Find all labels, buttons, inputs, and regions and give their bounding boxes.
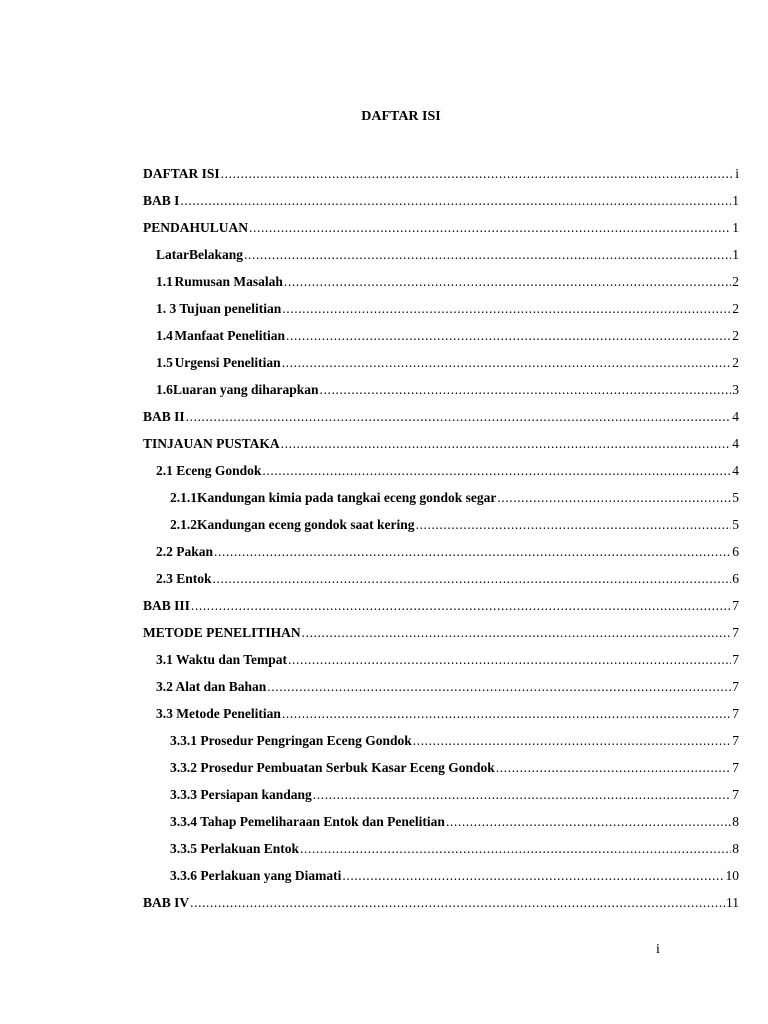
- dot-leader: [213, 565, 732, 592]
- dot-leader: [288, 646, 731, 673]
- toc-entry[interactable]: [143, 889, 739, 916]
- toc-entry[interactable]: [143, 430, 739, 457]
- toc-entry-page: 11: [726, 895, 739, 910]
- dot-leader: [214, 538, 731, 565]
- toc-entry-title: TINJAUAN PUSTAKA: [143, 436, 280, 451]
- toc-entry-title: 3.3.3 Persiapan kandang: [170, 787, 312, 802]
- toc-entry-page: 5: [732, 517, 739, 532]
- page-title: DAFTAR ISI: [361, 109, 441, 124]
- toc-entry-number: 2.1.2: [170, 517, 197, 532]
- toc-entry-number: 2.1.1: [170, 490, 197, 505]
- toc-entry[interactable]: [143, 484, 739, 511]
- dot-leader: [497, 484, 731, 511]
- toc-entry-page: 6: [732, 571, 739, 586]
- dot-leader: [281, 430, 732, 457]
- toc-entry-page: 4: [732, 463, 739, 478]
- toc-entry-title: 3.2 Alat dan Bahan: [156, 679, 267, 694]
- dot-leader: [320, 376, 732, 403]
- toc-entry-page: 7: [732, 652, 739, 667]
- toc-entry-title: 2.3 Entok: [156, 571, 212, 586]
- toc-entry-title: Rumusan Masalah: [174, 274, 283, 289]
- toc-entry-page: 3: [732, 382, 739, 397]
- toc-entry-title: Kandungan eceng gondok saat kering: [197, 517, 415, 532]
- toc-entry-title: BAB IV: [143, 895, 190, 910]
- dot-leader: [282, 295, 731, 322]
- toc-entry-page: i: [735, 166, 739, 181]
- toc-entry[interactable]: [143, 835, 739, 862]
- toc-entry[interactable]: [143, 457, 739, 484]
- toc-entry-title: Manfaat Penelitian: [174, 328, 285, 343]
- dot-leader: [282, 349, 732, 376]
- toc-entry[interactable]: [143, 403, 739, 430]
- toc-entry-page: 7: [732, 787, 739, 802]
- dot-leader: [300, 835, 731, 862]
- toc-entry-page: 7: [732, 679, 739, 694]
- toc-entry-title: 3.1 Waktu dan Tempat: [156, 652, 288, 667]
- toc-entry[interactable]: [143, 727, 739, 754]
- toc-entry-title: BAB I: [143, 193, 180, 208]
- toc-entry-title: Kandungan kimia pada tangkai eceng gondok segar: [197, 490, 497, 505]
- dot-leader: [186, 403, 732, 430]
- toc-entry-number: 1.4: [156, 328, 173, 343]
- toc-entry[interactable]: [143, 538, 739, 565]
- toc-entry-number: 1.1: [156, 274, 173, 289]
- dot-leader: [221, 160, 735, 187]
- dot-leader: [267, 673, 731, 700]
- toc-entry-title: 2.1 Eceng Gondok: [156, 463, 262, 478]
- toc-entry-title: LatarBelakang: [156, 247, 244, 262]
- toc-entry[interactable]: [143, 646, 739, 673]
- toc-entry-page: 7: [732, 706, 739, 721]
- toc-entry-page: 2: [732, 328, 739, 343]
- toc-entry-title: 3.3.4 Tahap Pemeliharaan Entok dan Penelitian: [170, 814, 445, 829]
- dot-leader: [413, 727, 731, 754]
- toc-entry-title: Tujuan penelitian: [176, 301, 282, 316]
- toc-entry[interactable]: [143, 511, 739, 538]
- toc-entry-title: 3.3 Metode Penelitian: [156, 706, 281, 721]
- toc-entry-page: 8: [732, 841, 739, 856]
- toc-entry-page: 2: [732, 274, 739, 289]
- toc-entry-title: 3.3.2 Prosedur Pembuatan Serbuk Kasar Eceng Gondok: [170, 760, 495, 775]
- toc-entry-number: 1. 3: [156, 301, 177, 316]
- toc-entry-page: 4: [732, 409, 739, 424]
- toc-entry[interactable]: [143, 700, 739, 727]
- table-of-contents: [143, 160, 739, 916]
- toc-entry-title: Urgensi Penelitian: [174, 355, 281, 370]
- dot-leader: [302, 619, 732, 646]
- toc-entry[interactable]: [143, 214, 739, 241]
- toc-entry[interactable]: [143, 160, 739, 187]
- toc-entry-title: 3.3.1 Prosedur Pengringan Eceng Gondok: [170, 733, 412, 748]
- page-number: i: [656, 942, 660, 957]
- toc-entry-page: 5: [732, 490, 739, 505]
- toc-entry-page: 10: [725, 868, 739, 883]
- toc-entry-number: 1.5: [156, 355, 173, 370]
- dot-leader: [286, 322, 731, 349]
- toc-entry-page: 2: [732, 301, 739, 316]
- toc-entry-page: 7: [732, 760, 739, 775]
- dot-leader: [446, 808, 731, 835]
- toc-entry-page: 8: [732, 814, 739, 829]
- toc-entry-title: 2.2 Pakan: [156, 544, 214, 559]
- toc-entry[interactable]: [143, 376, 739, 403]
- toc-entry[interactable]: [143, 322, 739, 349]
- toc-entry[interactable]: [143, 781, 739, 808]
- toc-entry-page: 1: [732, 193, 739, 208]
- dot-leader: [496, 754, 731, 781]
- toc-entry-title: 3.3.5 Perlakuan Entok: [170, 841, 300, 856]
- toc-entry-page: 2: [732, 355, 739, 370]
- toc-entry-page: 7: [732, 598, 739, 613]
- toc-entry[interactable]: [143, 862, 739, 889]
- toc-entry[interactable]: [143, 808, 739, 835]
- dot-leader: [249, 214, 731, 241]
- toc-entry-title: METODE PENELITIHAN: [143, 625, 301, 640]
- toc-entry-page: 1: [732, 247, 739, 262]
- toc-entry-title: BAB III: [143, 598, 190, 613]
- dot-leader: [191, 592, 731, 619]
- toc-entry-title: BAB II: [143, 409, 185, 424]
- toc-entry-page: 7: [732, 625, 739, 640]
- toc-entry[interactable]: [143, 295, 739, 322]
- dot-leader: [244, 241, 731, 268]
- dot-leader: [190, 889, 725, 916]
- toc-entry-page: 1: [732, 220, 739, 235]
- toc-entry[interactable]: [143, 592, 739, 619]
- toc-entry-title: Luaran yang diharapkan: [172, 382, 319, 397]
- toc-entry[interactable]: [143, 673, 739, 700]
- toc-entry[interactable]: [143, 268, 739, 295]
- toc-entry-title: PENDAHULUAN: [143, 220, 249, 235]
- dot-leader: [262, 457, 731, 484]
- toc-entry[interactable]: [143, 349, 739, 376]
- dot-leader: [180, 187, 731, 214]
- toc-entry[interactable]: [143, 754, 739, 781]
- toc-entry[interactable]: [143, 241, 739, 268]
- toc-entry[interactable]: [143, 619, 739, 646]
- toc-entry-title: 3.3.6 Perlakuan yang Diamati: [170, 868, 342, 883]
- toc-entry-number: 1.6: [156, 382, 173, 397]
- toc-entry[interactable]: [143, 565, 739, 592]
- toc-entry-page: 7: [732, 733, 739, 748]
- toc-entry[interactable]: [143, 187, 739, 214]
- toc-entry-title: DAFTAR ISI: [143, 166, 220, 181]
- toc-entry-page: 6: [732, 544, 739, 559]
- dot-leader: [284, 268, 731, 295]
- dot-leader: [313, 781, 731, 808]
- dot-leader: [282, 700, 731, 727]
- dot-leader: [342, 862, 724, 889]
- toc-entry-page: 4: [732, 436, 739, 451]
- dot-leader: [416, 511, 732, 538]
